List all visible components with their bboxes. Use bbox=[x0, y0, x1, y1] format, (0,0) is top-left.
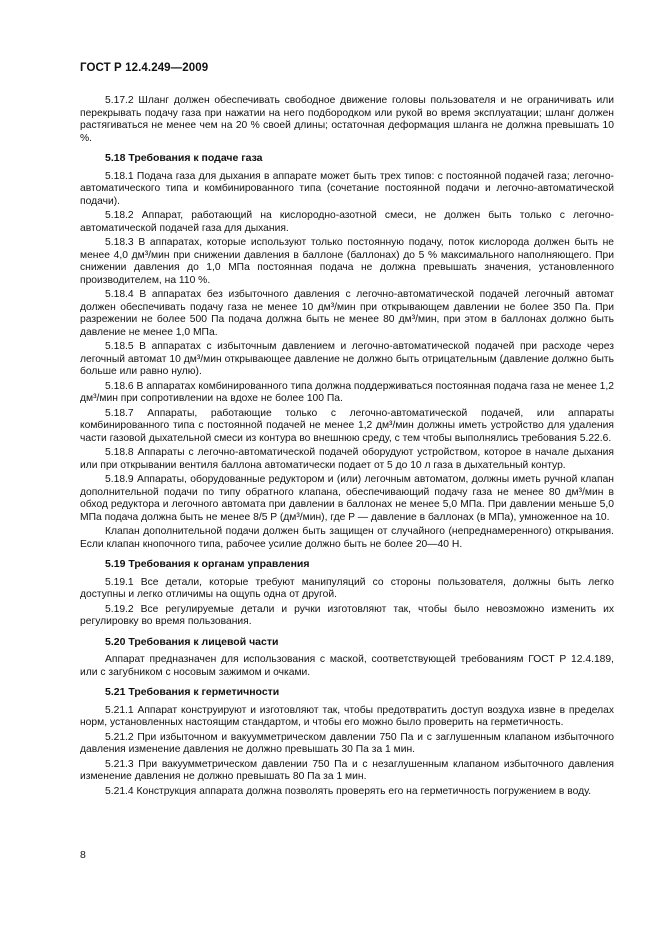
paragraph-5-18-9: 5.18.9 Аппараты, оборудованные редуктором и (или) легочным автоматом, должны иметь ручной клапан дополнительной подачи по типу обратного клапана, обеспечивающий подачу газа не менее 80 дм³/мин в обход редуктора и легочного автомата при давлении в баллонах не менее 5,0 МПа. При давлении меньше 5,0 МПа подача должна быть не менее 8/5 P (дм³/мин), где P — давление в баллонах (в МПа), умноженное на 10. bbox=[80, 474, 614, 523]
paragraph-5-18-3: 5.18.3 В аппаратах, которые используют только постоянную подачу, поток кислорода должен быть не менее 4,0 дм³/мин при снижении давления в баллоне (баллонах) до 5 % максимального наполняющего. При снижении давления до 1,0 МПа постоянная подача не должна превышать значения, установленного производителем, на 110 %. bbox=[80, 237, 614, 286]
paragraph-5-21-1: 5.21.1 Аппарат конструируют и изготовляют так, чтобы предотвратить доступ воздуха извне в пределах норм, установленных настоящим стандартом, и чтобы его можно было проверить на герметичность. bbox=[80, 704, 614, 728]
paragraph-5-18-4: 5.18.4 В аппаратах без избыточного давления с легочно-автоматической подачей легочный автомат должен обеспечивать подачу газа не менее 10 дм³/мин при открывающем давлении не более 350 Па. При разрежении не более 500 Па подача должна быть не менее 80 дм³/мин, при этом в баллонах должно быть давление не менее 1,0 МПа. bbox=[80, 289, 614, 338]
paragraph-5-18-8: 5.18.8 Аппараты с легочно-автоматической подачей оборудуют устройством, которое в начале дыхания или при открывании вентиля баллона автоматически подает от 5 до 10 л газа в дыхательный контур. bbox=[80, 447, 614, 471]
paragraph-5-18-9-valve: Клапан дополнительной подачи должен быть защищен от случайного (непреднамеренного) открывания. Если клапан кнопочного типа, рабочее усилие должно быть не более 20—40 Н. bbox=[80, 526, 614, 550]
document-header: ГОСТ Р 12.4.249—2009 bbox=[80, 62, 209, 74]
paragraph-5-21-3: 5.21.3 При вакуумметрическом давлении 750 Па и с незаглушенным клапаном избыточного давления изменение давления не должно превышать 80 Па за 1 мин. bbox=[80, 758, 614, 782]
paragraph-5-17-2: 5.17.2 Шланг должен обеспечивать свободное движение головы пользователя и не ограничивать или перекрывать подачу газа при нажатии на него подбородком или рукой во время эксплуатации; шланг должен растягиваться не менее чем на 20 % своей длины; остаточная деформация шланга не должна превышать 10 %. bbox=[80, 95, 614, 144]
document-body bbox=[80, 95, 614, 800]
paragraph-5-19-1: 5.19.1 Все детали, которые требуют манипуляций со стороны пользователя, должны быть легко доступны и легко отличимы на ощупь одна от другой. bbox=[80, 576, 614, 600]
paragraph-5-18-7: 5.18.7 Аппараты, работающие только с легочно-автоматической подачей, или аппараты комбинированного типа с постоянной подачей не менее 1,2 дм³/мин должны иметь устройство для удаления части газовой дыхательной смеси из контура во внешнюю среду, с тем чтобы выполнялись требования 5.22.6. bbox=[80, 407, 614, 444]
paragraph-5-20: Аппарат предназначен для использования с маской, соответствующей требованиям ГОСТ Р 12.4.189, или с загубником с носовым зажимом и очками. bbox=[80, 654, 614, 678]
paragraph-5-18-1: 5.18.1 Подача газа для дыхания в аппарате может быть трех типов: с постоянной подачей газа; легочно-автоматического типа и комбинированного типа (сочетание постоянной подачи и легочно-автоматической подачи). bbox=[80, 170, 614, 207]
section-heading-5-20: 5.20 Требования к лицевой части bbox=[105, 635, 279, 648]
paragraph-5-18-5: 5.18.5 В аппаратах с избыточным давлением и легочно-автоматической подачей при расходе через легочный автомат 10 дм³/мин открывающее давление не должно быть отрицательным (давление должно быть больше или равно нулю). bbox=[80, 341, 614, 377]
paragraph-5-19-2: 5.19.2 Все регулируемые детали и ручки изготовляют так, чтобы было невозможно изменить их регулировку во время пользования. bbox=[80, 603, 614, 627]
page-number: 8 bbox=[80, 849, 86, 861]
paragraph-5-18-2: 5.18.2 Аппарат, работающий на кислородно-азотной смеси, не должен быть только с легочно-автоматической подачей газа для дыхания. bbox=[80, 210, 614, 234]
section-heading-5-21: 5.21 Требования к герметичности bbox=[105, 686, 280, 698]
paragraph-5-21-4: 5.21.4 Конструкция аппарата должна позволять проверять его на герметичность погружением в воду. bbox=[105, 785, 592, 797]
section-heading-5-18: 5.18 Требования к подаче газа bbox=[105, 152, 263, 164]
section-heading-5-19: 5.19 Требования к органам управления bbox=[105, 558, 310, 570]
paragraph-5-21-2: 5.21.2 При избыточном и вакуумметрическом давлении 750 Па и с заглушенным клапаном избыточного давления изменение давления не должно превышать 30 Па за 1 мин. bbox=[80, 731, 614, 755]
paragraph-5-18-6: 5.18.6 В аппаратах комбинированного типа должна поддерживаться постоянная подача газа не менее 1,2 дм³/мин при сопротивлении на вдохе не более 100 Па. bbox=[80, 380, 614, 404]
